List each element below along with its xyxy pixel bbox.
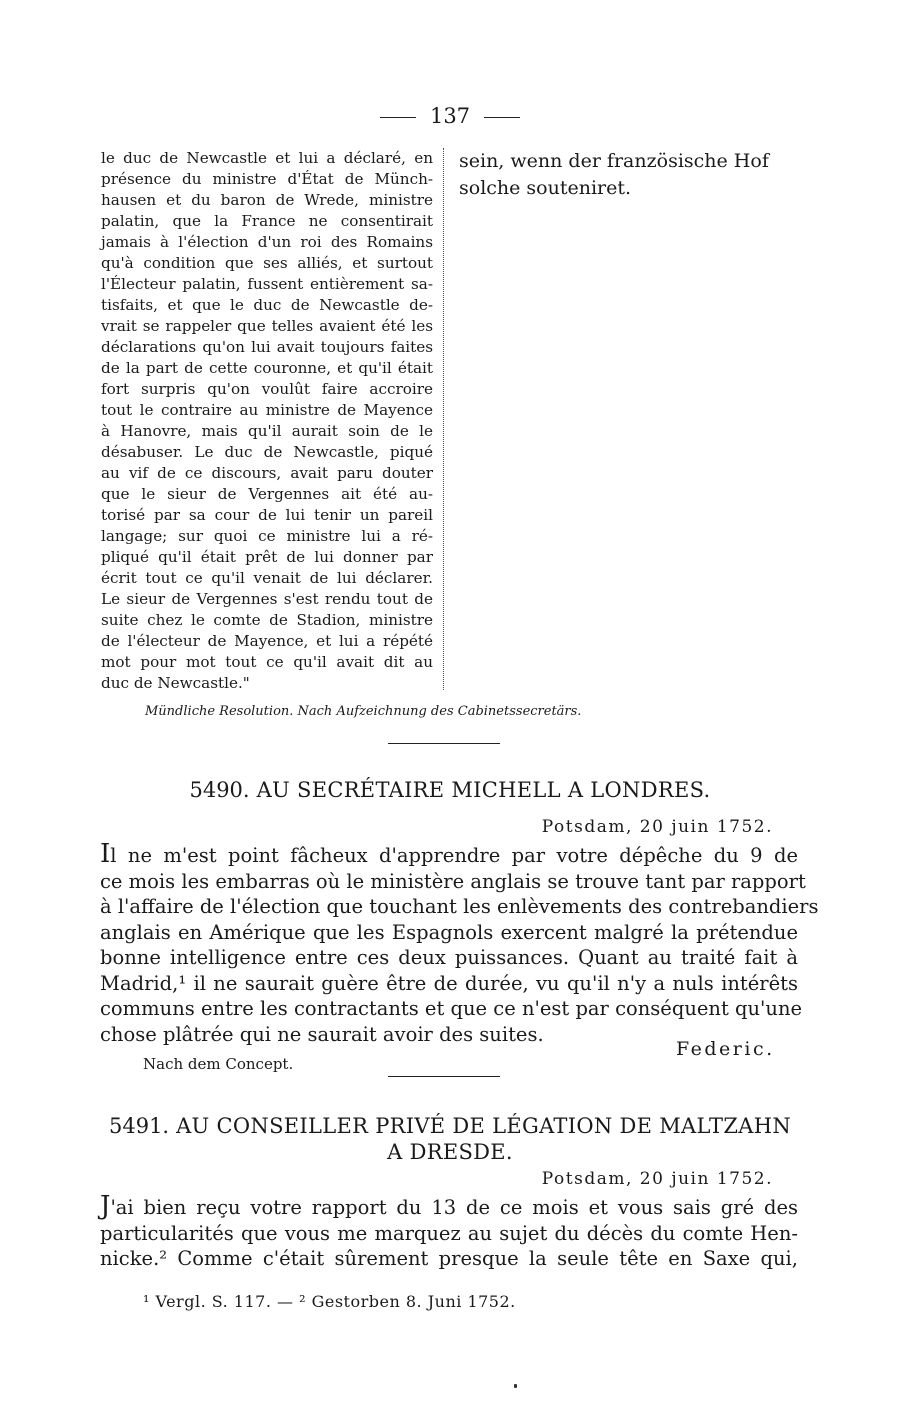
text-line: tout le contraire au ministre de Mayence: [101, 401, 433, 419]
text-line: à Hanovre, mais qu'il aurait soin de le: [101, 422, 433, 440]
drop-cap: I: [100, 839, 111, 869]
text-line: le duc de Newcastle et lui a déclaré, en: [101, 149, 433, 167]
print-speck: [514, 1384, 517, 1388]
text-line: mot pour mot tout ce qu'il avait dit au: [101, 653, 433, 671]
text-line: solche souteniret.: [459, 177, 632, 199]
letter-body-5491: [100, 1191, 798, 1272]
text-line: à l'affaire de l'élection que touchant les enlèvements des contrebandiers: [100, 895, 819, 918]
text-line: Le sieur de Vergennes s'est rendu tout de: [101, 590, 433, 608]
text-line: torisé par sa cour de lui tenir un pareil: [101, 506, 433, 524]
text-line: jamais à l'élection d'un roi des Romains: [101, 233, 433, 251]
letter-heading-5490: [0, 778, 900, 802]
text-line: nicke.² Comme c'était sûrement presque la seule tête en Saxe qui,: [100, 1247, 798, 1270]
resolution-note: Mündliche Resolution. Nach Aufzeichnung des Cabinetssecretärs.: [145, 704, 582, 719]
text-line: palatin, que la France ne consentirait: [101, 212, 433, 230]
text-line: de l'électeur de Mayence, et lui a répété: [101, 632, 433, 650]
text-line: tisfaits, et que le duc de Newcastle de-: [101, 296, 433, 314]
text-line: au vif de ce discours, avait paru douter: [101, 464, 433, 482]
letter-body-5490: [100, 839, 819, 1047]
body-line: [100, 839, 798, 869]
source-note: Nach dem Concept.: [143, 1055, 294, 1073]
drop-cap: J: [100, 1191, 111, 1221]
text-line: sein, wenn der französische Hof: [459, 150, 769, 172]
text-line: duc de Newcastle.": [101, 674, 250, 692]
text-line: que le sieur de Vergennes ait été au-: [101, 485, 433, 503]
header-rule-right: [484, 117, 520, 118]
text-line: langage; sur quoi ce ministre lui a ré-: [101, 527, 433, 545]
text-line: chose plâtrée qui ne saurait avoir des suites.: [100, 1022, 544, 1046]
text-line: présence du ministre d'État de Münch-: [101, 170, 433, 188]
section-rule: [388, 1076, 500, 1077]
letter-title: AU SECRÉTAIRE MICHELL A LONDRES.: [256, 778, 711, 802]
signature: Federic.: [676, 1038, 775, 1060]
header-rule-left: [380, 117, 416, 118]
first-line-text: 'ai bien reçu votre rapport du 13 de ce mois et vous sais gré des: [110, 1196, 798, 1219]
text-line: particularités que vous me marquez au sujet du décès du comte Hen-: [100, 1221, 798, 1245]
text-line: hausen et du baron de Wrede, ministre: [101, 191, 433, 209]
text-line: l'Électeur palatin, fussent entièrement sa-: [101, 275, 433, 293]
letter-heading-5491: [0, 1114, 900, 1164]
first-line-text: l ne m'est point fâcheux d'apprendre par votre dépêche du 9 de: [110, 844, 798, 867]
section-rule: [388, 743, 500, 744]
text-line: désabuser. Le duc de Newcastle, piqué: [101, 443, 433, 461]
dateline-5491: Potsdam, 20 juin 1752.: [541, 1169, 773, 1189]
page-number: 137: [429, 104, 471, 128]
letter-number: 5490.: [189, 778, 250, 802]
text-line: ce mois les embarras où le ministère anglais se trouve tant par rapport: [100, 869, 806, 893]
german-column: [459, 148, 801, 202]
letter-number: 5491.: [108, 1114, 170, 1138]
text-line: vrait se rappeler que telles avaient été les: [101, 317, 433, 335]
text-line: fort surpris qu'on voulût faire accroire: [101, 380, 433, 398]
letter-title-line2: A DRESDE.: [387, 1140, 513, 1164]
page-header: [0, 104, 900, 128]
text-line: de la part de cette couronne, et qu'il était: [101, 359, 433, 377]
text-line: pliqué qu'il était prêt de lui donner par: [101, 548, 433, 566]
text-line: écrit tout ce qu'il venait de lui déclarer.: [101, 569, 433, 587]
column-divider: [443, 148, 444, 690]
text-line: bonne intelligence entre ces deux puissances. Quant au traité fait à: [100, 946, 798, 969]
dateline-5490: Potsdam, 20 juin 1752.: [541, 817, 773, 837]
french-column: [101, 148, 433, 694]
letter-title-line1: AU CONSEILLER PRIVÉ DE LÉGATION DE MALTZAHN: [176, 1114, 791, 1138]
text-line: anglais en Amérique que les Espagnols exercent malgré la prétendue: [100, 920, 798, 944]
footnotes: ¹ Vergl. S. 117. — ² Gestorben 8. Juni 1752.: [143, 1292, 516, 1311]
text-line: qu'à condition que ses alliés, et surtout: [101, 254, 433, 272]
body-line: [100, 1191, 798, 1221]
text-line: déclarations qu'on lui avait toujours faites: [101, 338, 433, 356]
text-line: Madrid,¹ il ne saurait guère être de durée, vu qu'il n'y a nuls intérêts: [100, 971, 798, 995]
text-line: communs entre les contractants et que ce n'est par conséquent qu'une: [100, 997, 803, 1020]
text-line: suite chez le comte de Stadion, ministre: [101, 611, 433, 629]
